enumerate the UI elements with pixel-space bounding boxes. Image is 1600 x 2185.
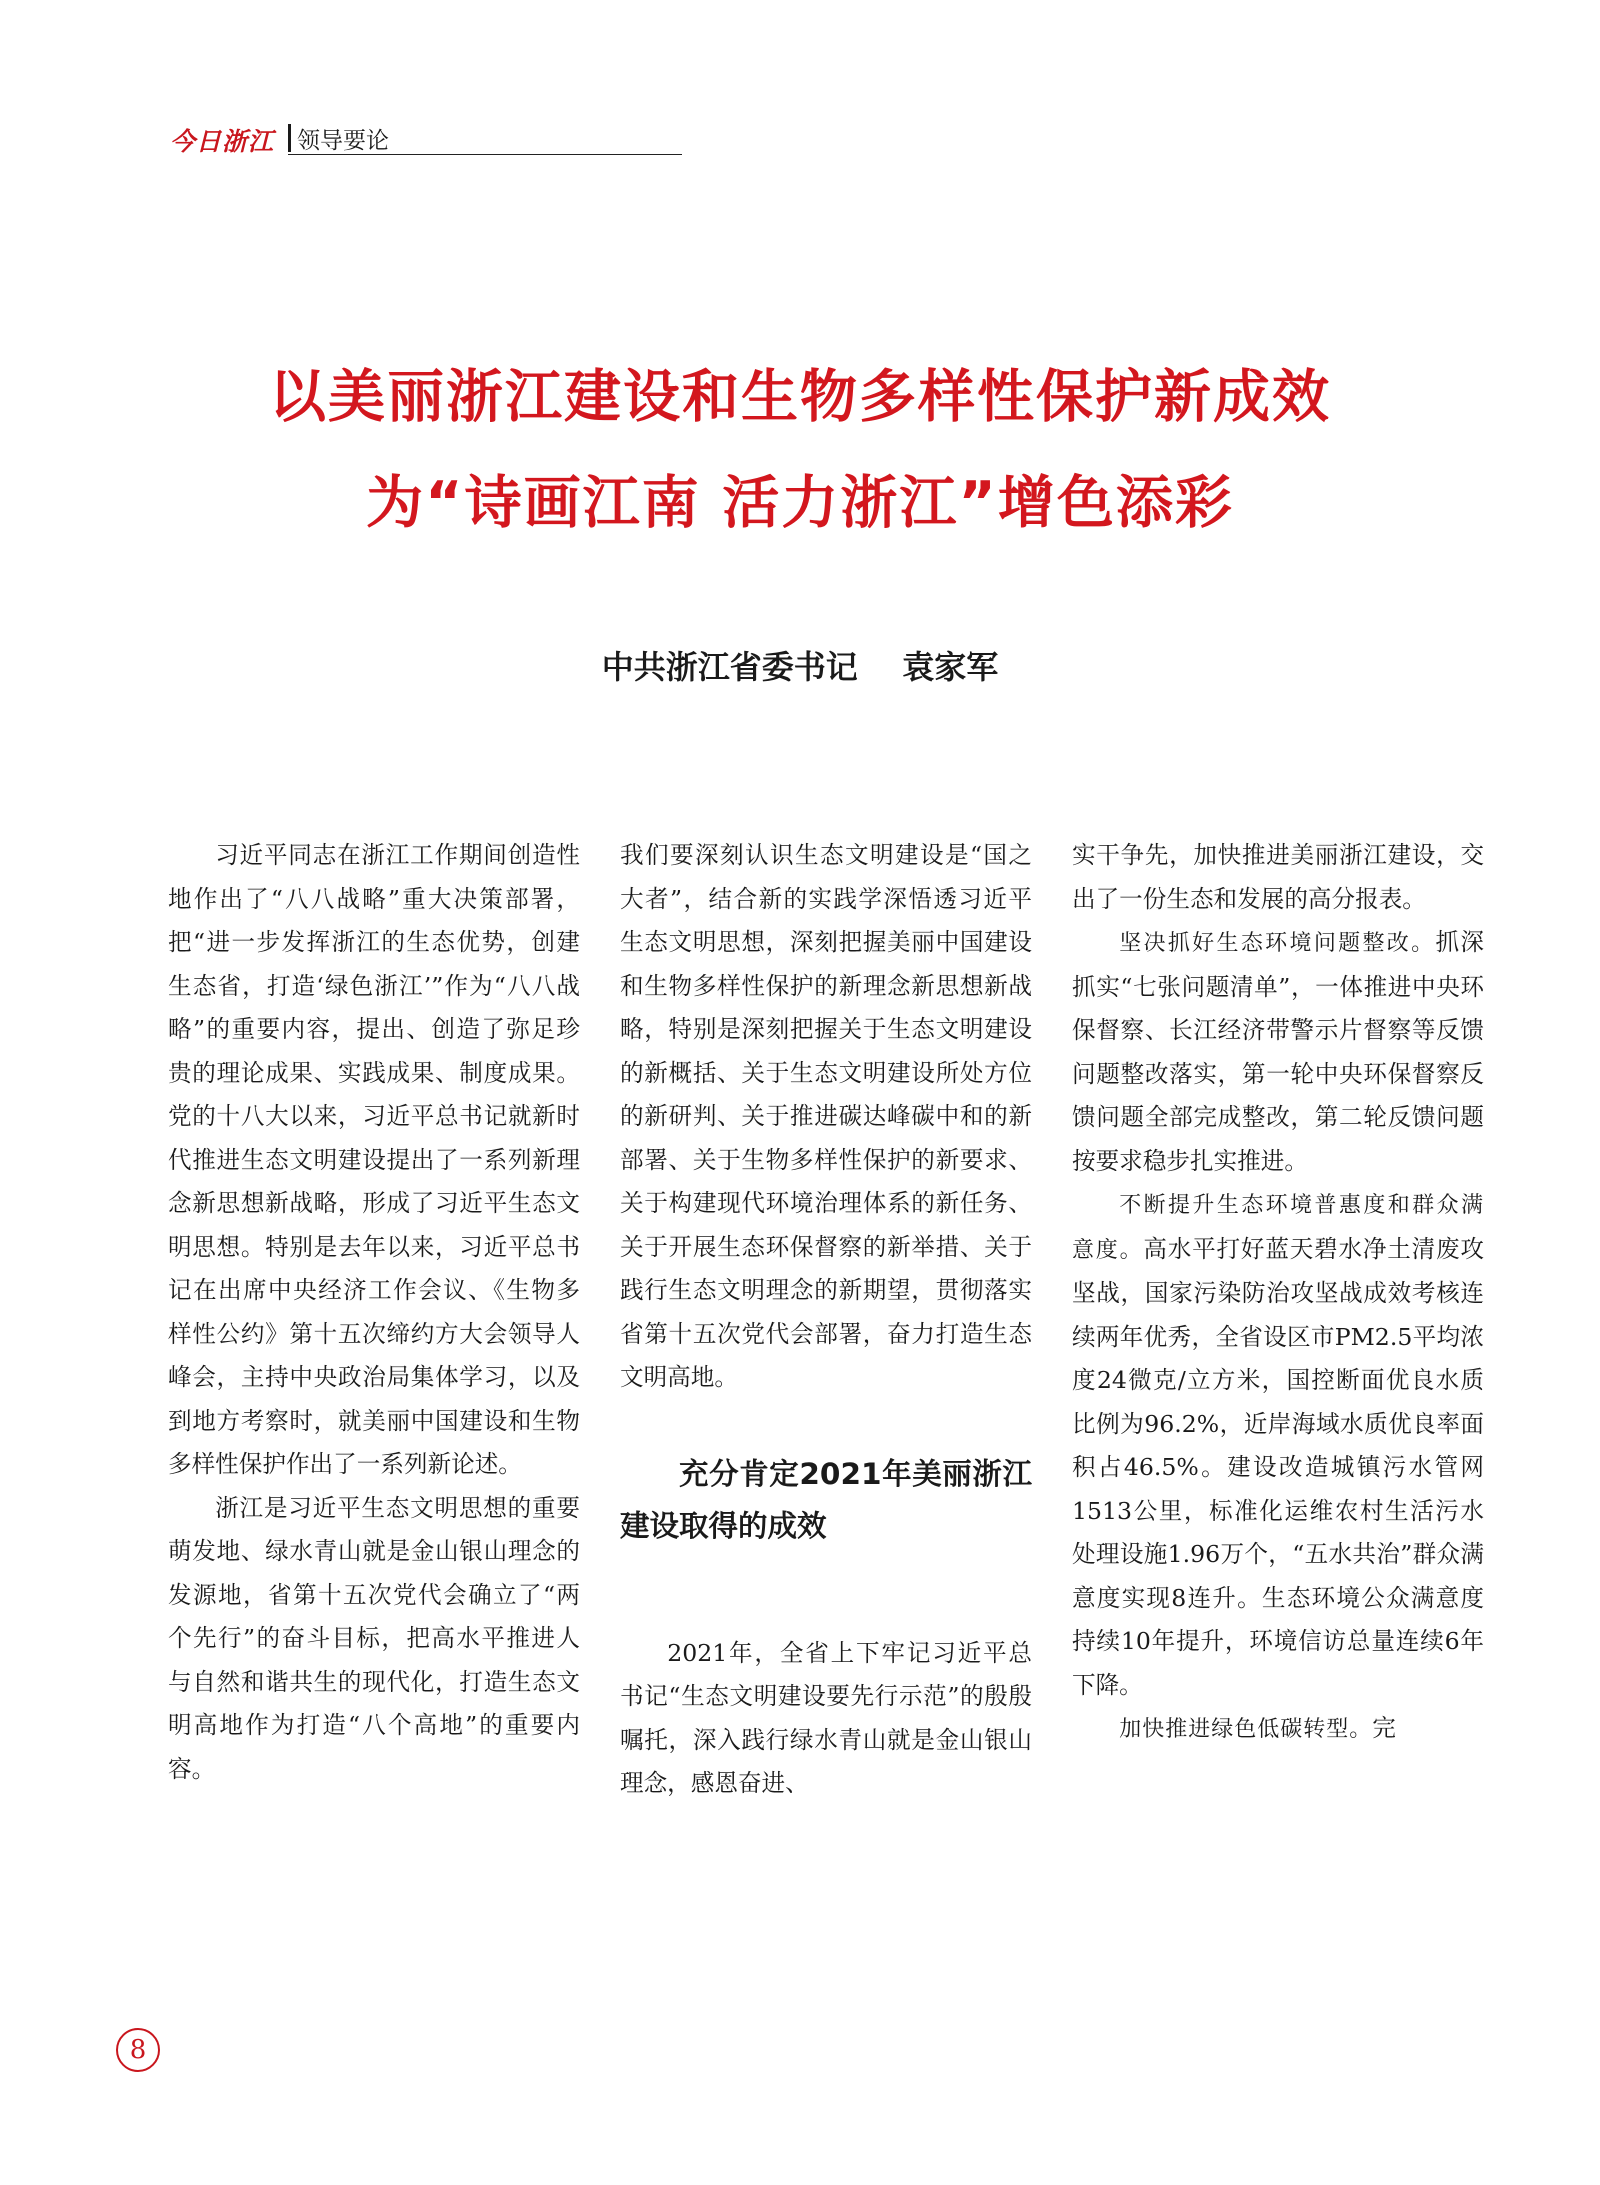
page-number: 8 [116, 2028, 160, 2072]
article-title-line-2: 为“诗画江南 活力浙江”增色添彩 [366, 470, 1234, 536]
paragraph-text: 高水平打好蓝天碧水净土清废攻坚战，国家污染防治攻坚战成效考核连续两年优秀，全省设区市PM2.5平均浓度24微克/立方米，国控断面优良水质比例为96.2%，近岸海域水质优良率面积占46.5%。建设改造城镇污水管网1513公里，标准化运维农村生活污水处理设施1.96万个，“五水共治”群众满意度实现8连升。生态环境公众满意度持续10年提升，环境信访总量连续6年下降。 [1072, 1234, 1484, 1699]
magazine-logo: 今日浙江 [170, 127, 275, 156]
body-column-1 [168, 834, 580, 1791]
paragraph [1072, 1707, 1484, 1752]
paragraph: 习近平同志在浙江工作期间创造性地作出了“八八战略”重大决策部署，把“进一步发挥浙江的生态优势，创建生态省，打造‘绿色浙江’”作为“八八战略”的重要内容，提出、创造了弥足珍贵的理论成果、实践成果、制度成果。党的十八大以来，习近平总书记就新时代推进生态文明建设提出了一系列新理念新思想新战略，形成了习近平生态文明思想。特别是去年以来，习近平总书记在出席中央经济工作会议、《生物多样性公约》第十五次缔约方大会领导人峰会，主持中央政治局集体学习，以及到地方考察时，就美丽中国建设和生物多样性保护作出了一系列新论述。 [168, 841, 580, 1478]
masthead-rule [288, 154, 682, 155]
section-label: 领导要论 [297, 128, 389, 154]
paragraph-lead: 不断提升生态环境普惠度和群众满意度。 [1072, 1193, 1484, 1263]
paragraph: 2021年，全省上下牢记习近平总书记“生态文明建设要先行示范”的殷殷嘱托，深入践行绿水青山就是金山银山理念，感恩奋进、 [620, 1638, 1032, 1797]
paragraph-text: 抓深抓实“七张问题清单”，一体推进中央环保督察、长江经济带警示片督察等反馈问题整改落实，第一轮中央环保督察反馈问题全部完成整改，第二轮反馈问题按要求稳步扎实推进。 [1072, 928, 1484, 1175]
article-title-line-1: 以美丽浙江建设和生物多样性保护新成效 [269, 364, 1331, 430]
paragraph [1072, 1183, 1484, 1707]
paragraph: 实干争先，加快推进美丽浙江建设，交出了一份生态和发展的高分报表。 [1072, 841, 1484, 913]
masthead [170, 120, 510, 156]
paragraph-lead: 坚决抓好生态环境问题整改。 [1119, 931, 1436, 956]
paragraph: 浙江是习近平生态文明思想的重要萌发地、绿水青山就是金山银山理念的发源地，省第十五次党代会确立了“两个先行”的奋斗目标，把高水平推进人与自然和谐共生的现代化，打造生态文明高地作为打造“八个高地”的重要内容。 [168, 1493, 580, 1783]
paragraph: 我们要深刻认识生态文明建设是“国之大者”，结合新的实践学深悟透习近平生态文明思想，深刻把握美丽中国建设和生物多样性保护的新理念新思想新战略，特别是深刻把握关于生态文明建设的新概括、关于生态文明建设所处方位的新研判、关于推进碳达峰碳中和的新部署、关于生物多样性保护的新要求、关于构建现代环境治理体系的新任务、关于开展生态环保督察的新举措、关于践行生态文明理念的新期望，贯彻落实省第十五次党代会部署，奋力打造生态文明高地。 [620, 841, 1032, 1391]
paragraph [1072, 921, 1484, 1183]
paragraph-text: 完 [1372, 1714, 1396, 1742]
section-subheading: 充分肯定2021年美丽浙江建设取得的成效 [620, 1456, 1032, 1543]
masthead-divider [288, 124, 291, 152]
body-column-2 [620, 834, 1032, 1806]
author-byline: 中共浙江省委书记 袁家军 [601, 648, 999, 686]
paragraph-lead: 加快推进绿色低碳转型。 [1119, 1717, 1373, 1742]
body-column-3 [1072, 834, 1484, 1752]
